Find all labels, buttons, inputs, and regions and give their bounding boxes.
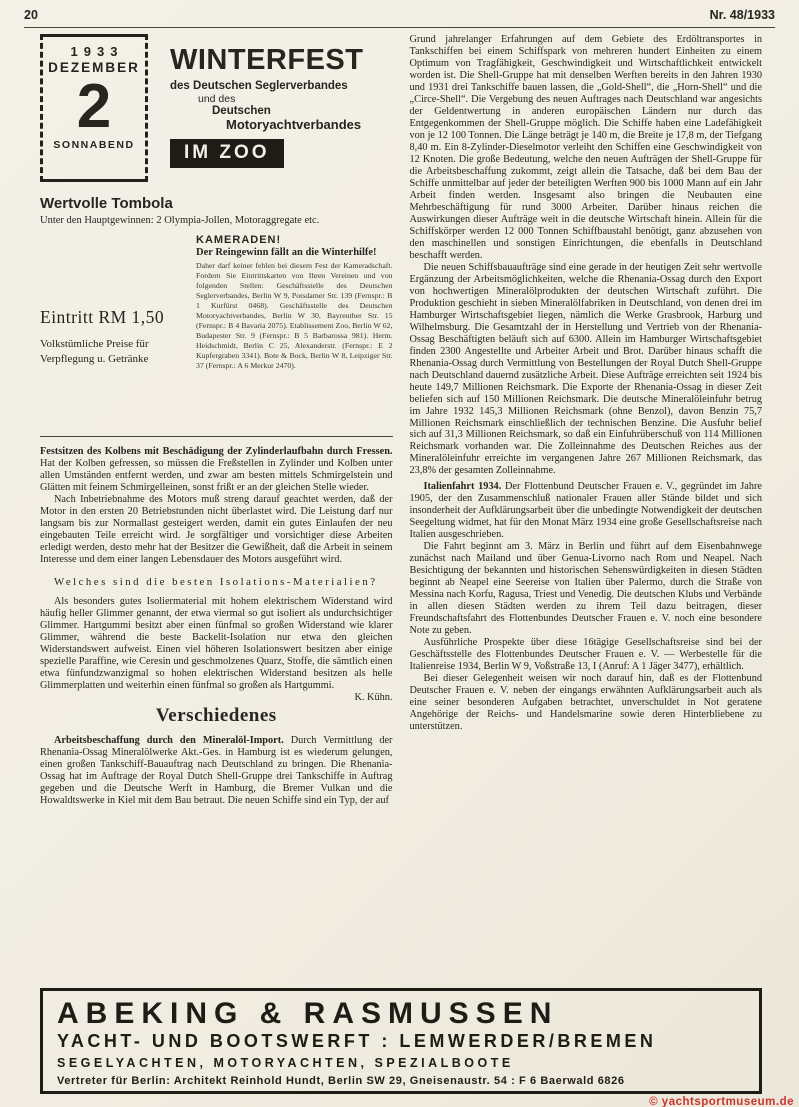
winterfest-ad bbox=[40, 34, 393, 432]
calendar-day: 2 bbox=[76, 72, 112, 141]
entry-price-block bbox=[40, 234, 190, 371]
price-note: Volkstümliche Preise für Verpflegung u. Getränke bbox=[40, 337, 149, 365]
kameraden-subheading: Der Reingewinn fällt an die Winterhilfe! bbox=[196, 247, 377, 258]
left-column-text bbox=[40, 446, 393, 807]
kameraden-block bbox=[190, 234, 393, 371]
article-paragraph: Die neuen Schiffsbauaufträge sind eine gerade in der heutigen Zeit sehr wertvolle Ergänzung der Arbeitsmöglichkeiten, welche die Rhenania-Ossag durch den Export von hochwertigen Mineralölprodukten der deutschen Wirtschaft zuführt. Die Produktion geschieht in sieben Mineralölfabriken in Deutschland, von denen drei im Hamburger Wirtschaftsgebiet liegen, nämlich die Werke Grasbrook, Harburg und Wilhelmsburg. Die Gesamtzahl der in Herstellung und Vertrieb von der Rhenania-Ossag Beschäftigten beläuft sich auf 6300. Allein im Hamburger Wirtschaftsgebiet finden 2300 Angestellte und Arbeiter Arbeit und Brot. Darüber hinaus schafft die Rhenania-Ossag durch Vermittlung von Bestellungen der Royal Dutch Shell-Gruppe nach Deutschland dauernd zusätzliche Arbeit. Diese Aufträge erreichten seit 1924 bis heute 149,7 Millionen Reichsmark. Die Exporte der Rhenania-Ossag in dieser Zeit beliefen sich auf 150 Millionen Reichsmark. Die deutsche Mineralöleinfuhr betrug im Jahre 1932 145,3 Millionen Reichsmark (ohne Benzol), davon Benzin 75,7 Millionen Reichsmark einschließlich der technischen Benzine. Die Ausfuhr belief sich auf 31,3 Millionen Reichsmark, so daß ein Einfuhrüberschuß von 114 Millionen Reichsmark vorhanden war. Die Zolleinnahme des Deutschen Reiches aus der Mineralöleinfuhr erreichte im vergangenen Jahre 267 Millionen Reichsmark, das 23,8% der gesamten Zolleinnahme. bbox=[409, 261, 762, 477]
paragraph-lead: Italienfahrt 1934. bbox=[423, 481, 502, 493]
article-paragraph: Bei dieser Gelegenheit weisen wir noch darauf hin, daß es der Flottenbund Deutscher Frauen e. V. neben der eingangs erwähnten Aufklärungsarbeit auch als eine seiner besonderen Aufgaben betrachtet, unverschuldet in Not geratene Angehörige der Reichs- und Handelsmarine sowie deren Hinterbliebene zu unterstützen. bbox=[409, 673, 762, 733]
verschiedenes-heading: Verschiedenes bbox=[155, 705, 277, 727]
article-paragraph: Grund jahrelanger Erfahrungen auf dem Gebiete des Erdöltransportes in Tankschiffen bei einem Schiffspark von mehreren hundert Einheiten zu einem Optimum von Tragfähigkeit, Geschwindigkeit und Wirtschaftlichkeit entwickelt worden ist. Die Shell-Gruppe hat mit denselben Werften bereits in den Jahren 1930 und 1931 drei Tankschiffe bauen lassen, die „Gold-Shell“, die „Horn-Shell“ und die „Circe-Shell“. Die Vergebung des neuen Auftrages nach Deutschland war angesichts der Geldentwertung in anderen europäischen Ländern nur durch das Entgegenkommen der Shell-Gruppe möglich. Die Schiffe haben eine Ladefähigkeit von je 12 100 Tonnen. Die Länge beträgt je 140 m, die Breite je 17,8 m, der Tiefgang 8,40 m. Ein 8-Zylinder-Dieselmotor verleiht den Schiffen eine Geschwindigkeit von 12 Knoten. Die große Bedeutung, welche den neuen Aufträgen der Shell-Gruppe für die Arbeitsbeschaffung zukommt, zeigt allein die Tatsache, daß bei dem Bau der Schiffe unmittelbar auf jeder der beteiligten Werften 900 bis 1000 Mann auf ein Jahr Arbeit finden werden. Insgesamt also bringen die Neubauten eine Mehrbeschäftigung für rund 3000 Arbeiter. Darüber hinaus reichen die Auswirkungen dieser Aufträge weit in die deutsche Wirtschaft hinein. Allein für die Schiffskörper werden 12 000 Tonnen Schiffbaustahl benötigt, ganz abzusehen von den maschinellen und sonstigen Einrichtungen, die ebenfalls in Deutschland beschafft werden. bbox=[409, 34, 762, 261]
paragraph-body: Der Flottenbund Deutscher Frauen e. V., gegründet im Jahre 1905, der den Zusammenschluß nationaler Frauen aller Stände bildet und sich insonderheit der Aufklärungsarbeit über die unbedingte Notwendigkeit der deutschen Seegeltung widmet, hat für den Monat März 1934 eine große Gesellschaftsreise nach Italien ausgeschrieben. bbox=[409, 481, 762, 541]
entry-price: Eintritt RM 1,50 bbox=[40, 306, 165, 327]
left-column bbox=[40, 34, 393, 980]
abeking-subtitle: YACHT- UND BOOTSWERFT : LEMWERDER/BREMEN bbox=[57, 1030, 657, 1051]
winterfest-title: WINTERFEST bbox=[170, 44, 364, 76]
watermark: © yachtsportmuseum.de bbox=[649, 1096, 794, 1107]
article-paragraph bbox=[40, 735, 393, 807]
author-signature: K. Kühn. bbox=[354, 692, 393, 704]
page-number: 20 bbox=[24, 8, 38, 22]
paragraph-body: Als besonders gutes Isoliermaterial mit hohem elektrischem Widerstand wird häufig heller Glimmer genannt, der etwa viermal so gut isoliert als undurchsichtiger Glimmer. Hartgummi besitzt aber einen fünfmal so großen Widerstand wie klarer Glimmer, während die beste Backelit-Isolation nur etwa den gleichen Widerstandswert aufweist. Einen viel höheren Isolationswert besitzen aber einige spezielle Paraffine, wie Ceresin und geschmolzenes Quarz, Stoffe, die sämtlich einen etwa fünfundzwanzigmal so hohen elektrischen Widerstand besitzen als helle Glimmerplatten und weiterhin einen fünfmal so großen als Hartgummi. bbox=[40, 596, 393, 692]
im-zoo-badge: IM ZOO bbox=[170, 139, 284, 168]
page-header bbox=[24, 8, 775, 22]
winterfest-subtitle-motoryachtverband: Motoryachtverbandes bbox=[226, 117, 362, 132]
abeking-title: ABEKING & RASMUSSEN bbox=[57, 997, 559, 1030]
winterfest-text-block bbox=[148, 34, 364, 182]
kameraden-details: Daher darf keiner fehlen bei diesem Fest der Kameradschaft. Fordern Sie Eintrittskarten von Ihren Vereinen und von folgenden Stellen: Geschäftsstelle des Deutschen Seglerverbandes, Berlin W 9, Potsdamer Str. 139 (Fernspr.: B 1 Kurfürst 0468). Geschäftsstelle des Deutschen Motoryachtverbandes, Berlin W 30, Bayreuther Str. 15 (Fernspr.: B 4 Bavaria 2075). Etablissement Zoo, Berlin W 62, Budapester Str. 9 (Fernspr.: B 5 Barbarossa 981). Herm. Heidschmidt, Berlin C 25, Alexanderstr. (Fernspr.: E 2 Kupfergraben 3341). Bote & Bock, Berlin W 8, Leipziger Str. 37 (Fernspr.: A 6 Merkur 2470). bbox=[196, 261, 393, 370]
kameraden-heading: KAMERADEN! bbox=[196, 234, 282, 246]
article-paragraph bbox=[410, 481, 763, 541]
paragraph-body: Durch Vermittlung der Rhenania-Ossag Mineralölwerke Akt.-Ges. in Hamburg ist es wiederum gelungen, einen großen Tankschiff-Bauauftrag nach Deutschland zu bringen. Die Rhenania-Ossag hat im Auftrage der Royal Dutch Shell-Gruppe drei Tankschiffe in Auftrag gegeben und die Deutsche Werft in Hamburg, die Bremer Vulkan und die Howaldtswerke in Kiel mit dem Bau betraut. Die neuen Schiffe sind ein Typ, der auf bbox=[40, 735, 393, 807]
tombola-block bbox=[40, 195, 393, 226]
calendar-weekday: SONNABEND bbox=[53, 139, 135, 152]
issue-number: Nr. 48/1933 bbox=[709, 8, 775, 22]
paragraph-body: Hat der Kolben gefressen, so müssen die Freßstellen in Zylinder und Kolben unter allen Umständen entfernt werden, und zwar am besten mittels Schmirgelstein und Glätten mit feinem Schmirgelleinen, sonst frißt er an der gleichen Stelle wieder. bbox=[40, 457, 393, 493]
winterfest-subtitle-seglerverband: des Deutschen Seglerverbandes bbox=[170, 80, 348, 92]
isolation-heading: Welches sind die besten Isolations-Materialien? bbox=[54, 575, 378, 588]
calendar-year: 1933 bbox=[70, 44, 124, 59]
winterfest-subtitle-und-des: und des bbox=[198, 93, 236, 105]
article-paragraph: Die Fahrt beginnt am 3. März in Berlin und führt auf dem Eisenbahnwege zunächst nach Mailand und über Genua-Livorno nach Rom und Neapel. Nach Besichtigung der bekannten und historischen Sehenswürdigkeiten in diesen Städten beginnt ab Neapel eine Seereise von Italien über Palermo, durch die Straße von Messina nach Korfu, Ragusa, Triest und Venedig. Die deutschen Klubs und Verbände in allen diesen Städten werden zu ihrem Teil dazu beitragen, dieser Freundschaftsfahrt des Flottenbundes Deutscher Frauen e. V. noch eine besondere Note zu geben. bbox=[409, 541, 762, 637]
article-paragraph: Nach Inbetriebnahme des Motors muß streng darauf geachtet werden, daß der Motor in den ersten 20 Betriebstunden nicht überlastet wird. Die Leistung darf nur langsam bis zur Normallast gesteigert werden, damit ein gutes Einlaufen der neu eingebauten Teile erreicht wird. Je sorgfältiger und vorsichtiger diese Arbeiten erledigt werden, desto mehr hat der Besitzer die Gewißheit, daß die Arbeit in seinem Interesse und dem einer langen Lebensdauer des Motors ausgeführt wird. bbox=[40, 493, 393, 565]
winterfest-ad-bottom bbox=[40, 234, 393, 371]
calendar-month: DEZEMBER bbox=[48, 60, 140, 75]
abeking-rasmussen-ad bbox=[40, 988, 762, 1094]
header-divider bbox=[24, 27, 775, 28]
column-divider bbox=[40, 436, 393, 437]
calendar-box bbox=[40, 34, 148, 182]
paragraph-lead: Arbeitsbeschaffung durch den Mineralöl-Import. bbox=[54, 735, 284, 747]
abeking-representative: Vertreter für Berlin: Architekt Reinhold Hundt, Berlin SW 29, Gneisenaustr. 54 : F 6 Baerwald 6826 bbox=[57, 1074, 625, 1087]
paragraph-lead: Festsitzen des Kolbens mit Beschädigung der Zylinderlaufbahn durch Fressen. bbox=[40, 446, 393, 457]
article-paragraph bbox=[40, 446, 393, 494]
article-paragraph bbox=[40, 596, 393, 704]
tombola-text: Unter den Hauptgewinnen: 2 Olympia-Jollen, Motoraggregate etc. bbox=[40, 215, 320, 226]
right-column bbox=[410, 34, 763, 980]
tombola-title: Wertvolle Tombola bbox=[40, 195, 173, 212]
article-paragraph: Ausführliche Prospekte über diese 16tägige Gesellschaftsreise sind bei der Geschäftsstelle des Flottenbundes Deutscher Frauen e. V. — Werbestelle für die Italienreise 1934, Berlin W 9, Voßstraße 13, I (Anruf: A 1 Jäger 3477), erhältlich. bbox=[409, 637, 762, 673]
abeking-products: SEGELYACHTEN, MOTORYACHTEN, SPEZIALBOOTE bbox=[57, 1055, 514, 1070]
article-columns bbox=[40, 34, 762, 980]
winterfest-ad-top bbox=[40, 34, 393, 182]
winterfest-subtitle-deutschen: Deutschen bbox=[212, 105, 271, 117]
